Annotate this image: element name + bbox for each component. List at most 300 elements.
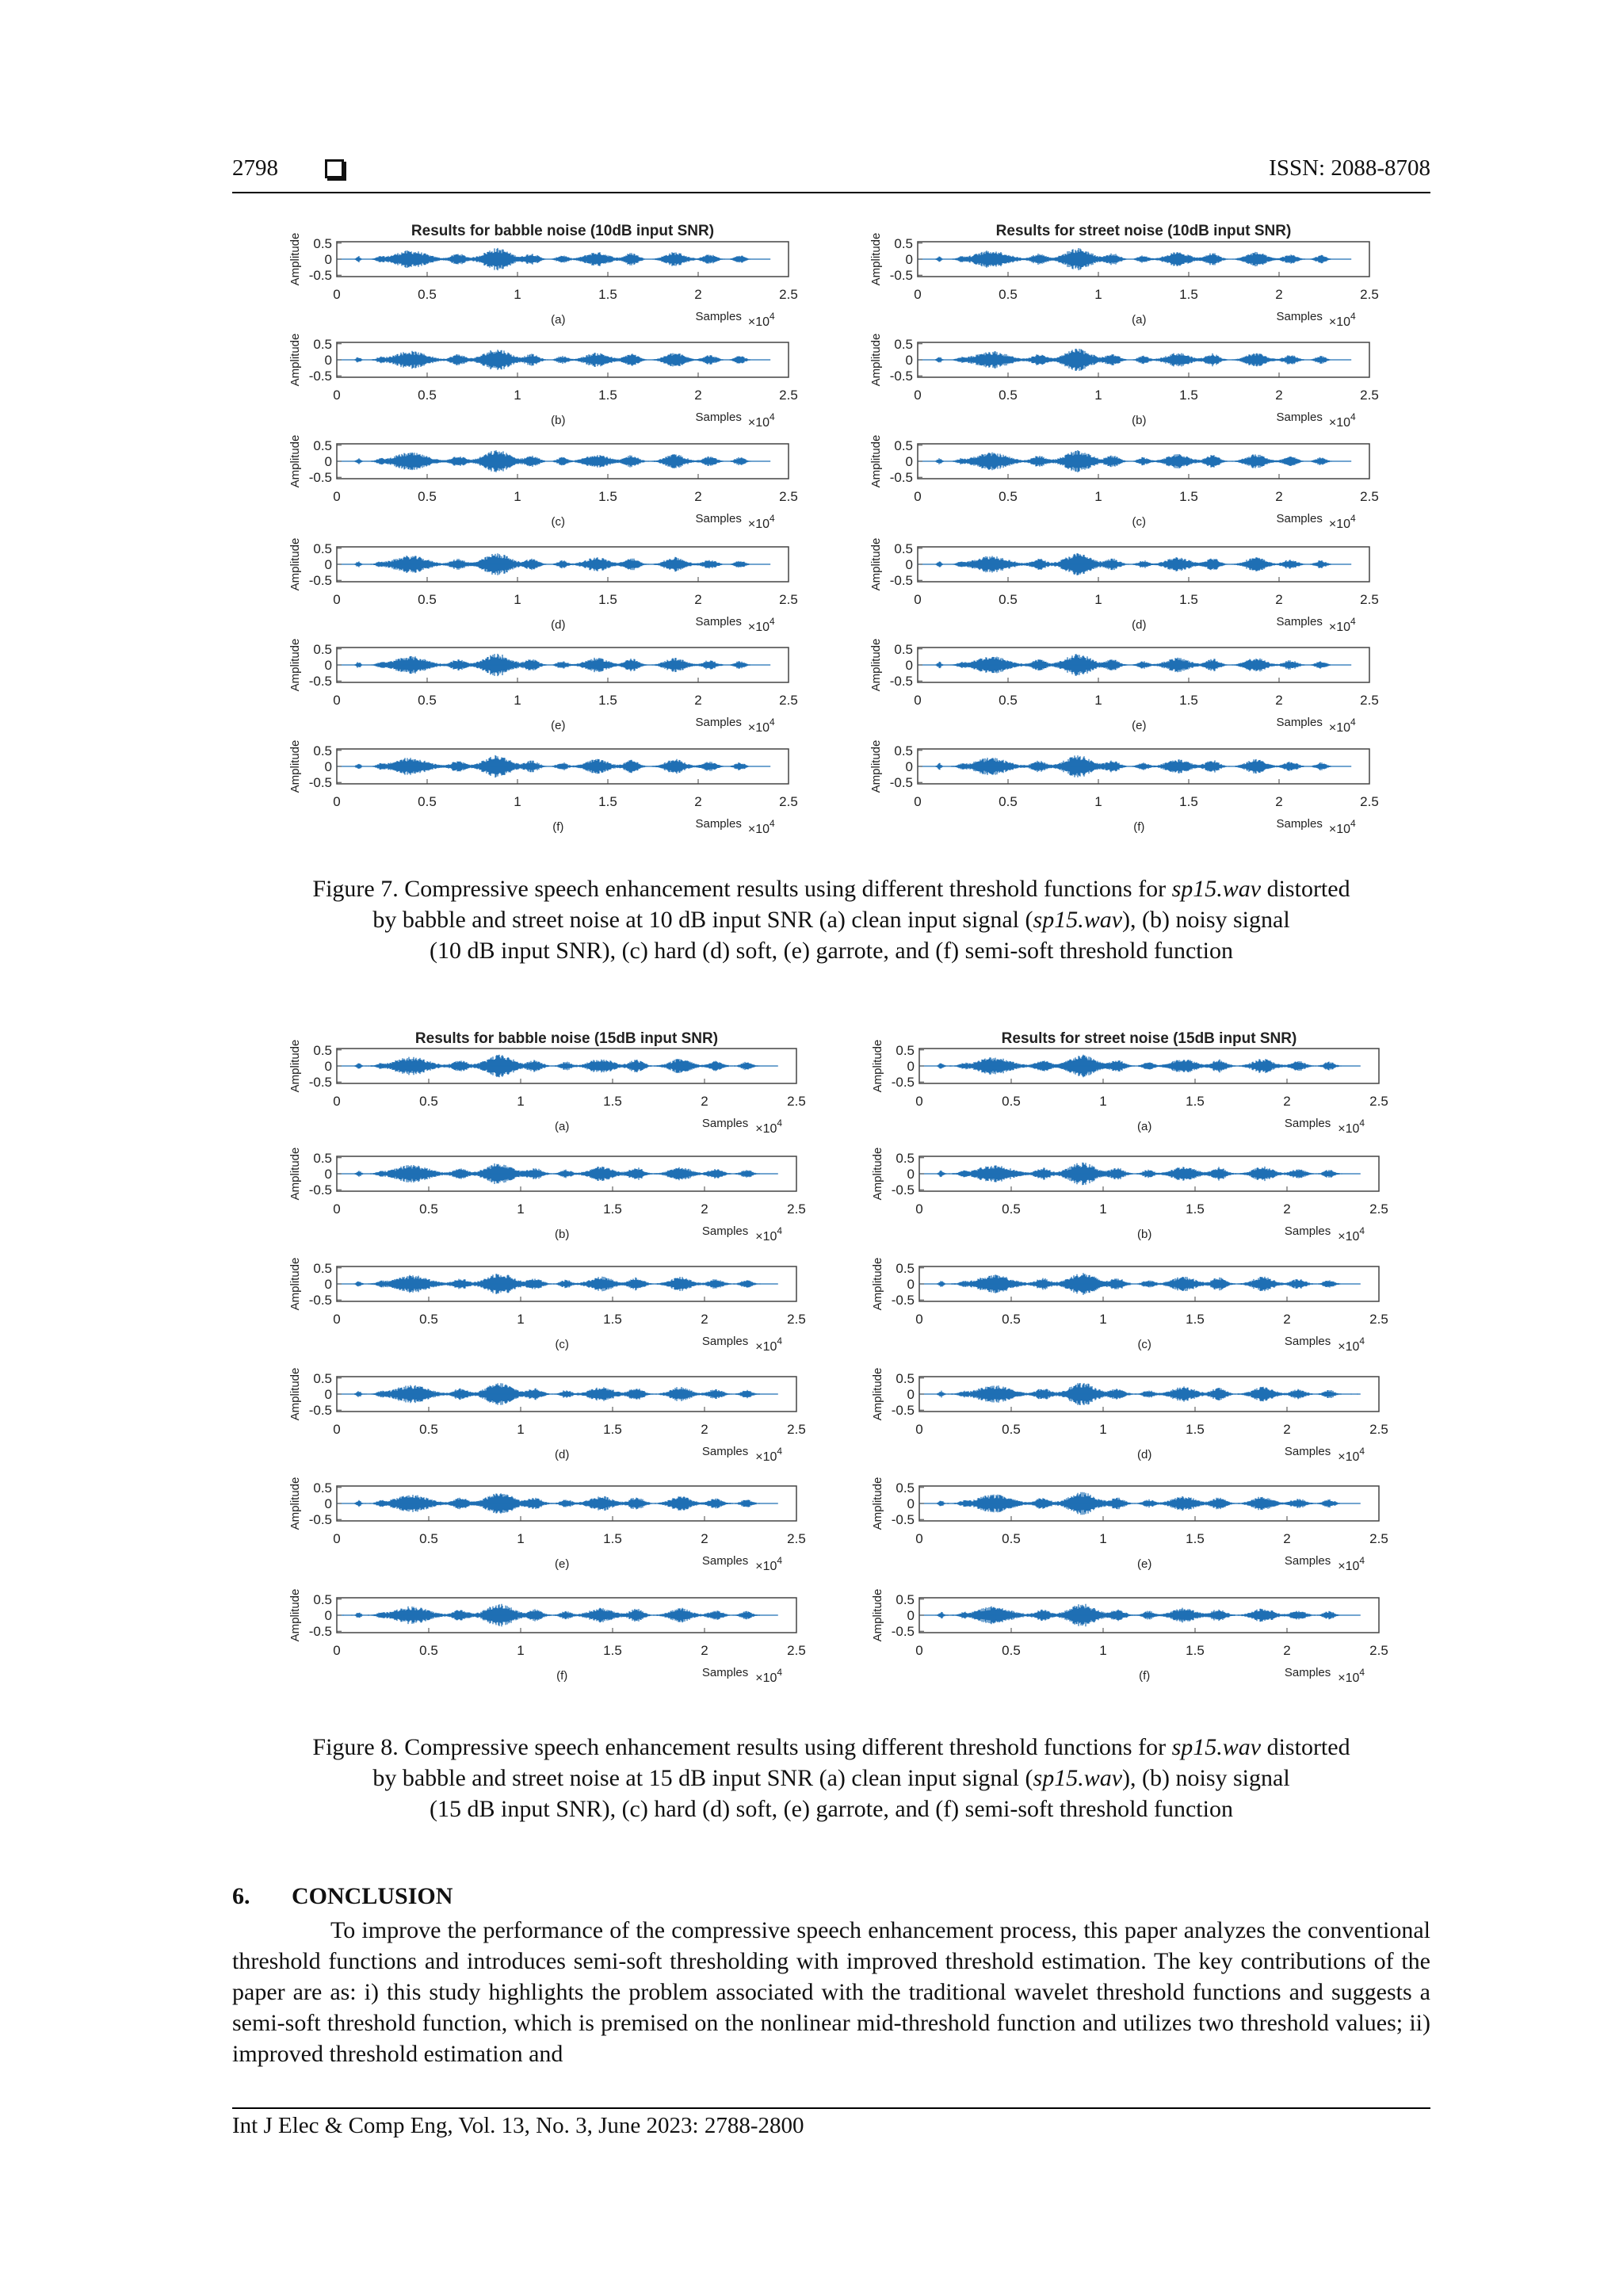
x-tick-label: 2.5 [1360,287,1379,302]
x-tick-label: 0 [914,794,922,809]
y-axis-label: Amplitude [288,232,302,286]
chart-title: Results for babble noise (10dB input SNR) [411,223,715,239]
x-axis-multiplier: $\times 10^4$ [1338,1335,1365,1354]
y-tick-label: 0.5 [313,541,332,556]
y-axis-label: Amplitude [869,434,883,488]
subplot [871,1148,1388,1244]
x-tick-label: 1 [1099,1094,1107,1109]
y-tick-label: 0.5 [894,437,913,453]
x-axis-label: Samples [1284,1554,1331,1568]
x-tick-label: 0.5 [1002,1643,1021,1658]
y-tick-label: -0.5 [889,573,913,589]
x-axis-multiplier: $\times 10^4$ [755,1225,783,1244]
x-tick-label: 1.5 [598,693,617,708]
x-tick-label: 1 [514,388,521,403]
x-tick-label: 0.5 [418,693,437,708]
x-tick-label: 2 [1275,592,1283,607]
subplot [288,1148,806,1244]
y-tick-label: -0.5 [889,775,913,791]
x-tick-label: 0.5 [419,1312,438,1327]
x-tick-label: 0.5 [999,794,1018,809]
x-axis-label: Samples [1276,716,1323,729]
chart-panel [288,223,798,836]
x-tick-label: 0.5 [419,1422,438,1437]
x-tick-label: 0.5 [418,489,437,504]
subplot [288,334,798,430]
x-axis-label: Samples [701,1117,749,1130]
x-tick-label: 1.5 [603,1201,622,1217]
subplot [871,1589,1388,1685]
x-axis-label: Samples [695,411,742,424]
y-tick-label: 0.5 [313,1260,332,1276]
x-tick-label: 2.5 [1369,1422,1388,1437]
x-axis-multiplier: $\times 10^4$ [755,1335,783,1354]
x-axis-multiplier: $\times 10^4$ [1338,1117,1365,1136]
chart-panel [288,1030,806,1685]
x-tick-label: 1 [514,794,521,809]
subplot-label: (a) [551,313,566,327]
x-tick-label: 2.5 [779,592,798,607]
x-axis-label: Samples [1284,1666,1331,1679]
x-axis-label: Samples [701,1666,749,1679]
subplot [288,538,798,634]
y-axis-label: Amplitude [288,1039,302,1093]
x-tick-label: 1.5 [603,1531,622,1546]
x-tick-label: 0 [915,1643,923,1658]
x-tick-label: 1.5 [1186,1422,1205,1437]
x-axis-label: Samples [1284,1117,1331,1130]
x-tick-label: 1 [1099,1201,1107,1217]
x-tick-label: 2 [1275,489,1283,504]
y-axis-label: Amplitude [288,1588,302,1642]
subplot-label: (d) [555,1448,570,1461]
y-tick-label: -0.5 [889,268,913,284]
x-tick-label: 2 [1283,1312,1291,1327]
x-axis-multiplier: $\times 10^4$ [1338,1225,1365,1244]
x-tick-label: 1.5 [603,1422,622,1437]
caption-line: (10 dB input SNR), (c) hard (d) soft, (e) garrote, and (f) semi-soft threshold function [430,938,1233,964]
section-title: CONCLUSION [292,1883,453,1909]
x-axis-multiplier: $\times 10^4$ [755,1555,783,1573]
y-tick-label: 0 [324,1387,332,1402]
x-tick-label: 1.5 [1179,794,1198,809]
x-tick-label: 2 [701,1312,708,1327]
x-tick-label: 0.5 [418,592,437,607]
x-tick-label: 1.5 [1186,1312,1205,1327]
x-tick-label: 0.5 [418,388,437,403]
x-tick-label: 0.5 [1002,1312,1021,1327]
y-tick-label: 0 [905,252,913,267]
x-axis-label: Samples [1284,1445,1331,1458]
subplot-label: (a) [555,1120,570,1133]
x-axis-label: Samples [701,1554,749,1568]
y-axis-label: Amplitude [288,1147,302,1201]
x-tick-label: 2 [701,1643,708,1658]
y-axis-label: Amplitude [288,638,302,692]
subplot [871,1258,1388,1354]
x-tick-label: 0.5 [999,693,1018,708]
x-axis-multiplier: $\times 10^4$ [1328,818,1356,836]
y-tick-label: -0.5 [891,1182,915,1198]
x-tick-label: 2.5 [779,693,798,708]
y-tick-label: -0.5 [308,674,332,690]
y-tick-label: -0.5 [308,573,332,589]
y-tick-label: 0 [324,1496,332,1511]
x-axis-multiplier: $\times 10^4$ [1338,1446,1365,1464]
figure-8 [0,1026,1623,1708]
x-tick-label: 2 [701,1422,708,1437]
y-tick-label: 0 [907,1167,915,1182]
x-tick-label: 2 [701,1094,708,1109]
journal-citation: Int J Elec & Comp Eng, Vol. 13, No. 3, June 2023: 2788-2800 [232,2113,804,2138]
x-axis-label: Samples [695,817,742,831]
y-tick-label: 0 [324,658,332,673]
y-tick-label: -0.5 [308,1624,332,1640]
x-tick-label: 1 [1094,388,1102,403]
x-tick-label: 1 [1099,1531,1107,1546]
subplot-label: (c) [1137,1338,1151,1351]
x-tick-label: 1.5 [1179,388,1198,403]
x-tick-label: 2 [1283,1422,1291,1437]
subplot-label: (f) [556,1669,568,1683]
subplot-label: (c) [551,515,566,529]
x-axis-label: Samples [701,1224,749,1238]
subplot-label: (d) [1137,1448,1152,1461]
y-axis-label: Amplitude [288,1367,302,1421]
x-tick-label: 1.5 [1179,592,1198,607]
caption-line: (15 dB input SNR), (c) hard (d) soft, (e) garrote, and (f) semi-soft threshold function [430,1796,1233,1822]
y-tick-label: -0.5 [308,1512,332,1528]
x-tick-label: 2 [694,388,702,403]
x-tick-label: 0 [915,1531,923,1546]
x-axis-multiplier: $\times 10^4$ [1338,1667,1365,1685]
y-tick-label: 0 [905,353,913,368]
y-tick-label: 0.5 [894,641,913,657]
x-tick-label: 0 [914,388,922,403]
y-axis-label: Amplitude [869,739,883,793]
x-tick-label: 1.5 [1179,287,1198,302]
y-tick-label: 0 [324,353,332,368]
y-tick-label: 0.5 [313,743,332,758]
x-tick-label: 0.5 [999,489,1018,504]
x-tick-label: 1 [1094,287,1102,302]
subplot [288,435,798,531]
x-tick-label: 1 [514,489,521,504]
y-tick-label: -0.5 [889,369,913,384]
subplot [869,740,1379,836]
x-tick-label: 2.5 [787,1312,806,1327]
x-tick-label: 0 [333,1201,341,1217]
subplot-label: (c) [555,1338,569,1351]
x-tick-label: 0 [333,1643,341,1658]
x-axis-label: Samples [695,512,742,525]
y-axis-label: Amplitude [871,1257,884,1311]
x-tick-label: 0 [333,489,341,504]
subplot-label: (e) [1137,1557,1152,1571]
subplot [869,334,1379,430]
caption-line: Figure 7. Compressive speech enhancement results using different threshold functions for sp15.wav distorted [312,876,1350,902]
figure-7 [0,214,1623,856]
x-tick-label: 1.5 [1186,1643,1205,1658]
x-tick-label: 2.5 [779,489,798,504]
x-tick-label: 2.5 [779,388,798,403]
x-tick-label: 2 [1283,1094,1291,1109]
subplot-label: (d) [1132,618,1147,632]
x-tick-label: 2 [1283,1643,1291,1658]
y-tick-label: -0.5 [308,1182,332,1198]
x-tick-label: 2 [694,794,702,809]
subplot-label: (c) [1132,515,1147,529]
x-tick-label: 2.5 [1360,489,1379,504]
x-tick-label: 1 [517,1531,525,1546]
x-tick-label: 0.5 [419,1094,438,1109]
y-tick-label: 0 [907,1496,915,1511]
x-tick-label: 0.5 [1002,1201,1021,1217]
y-tick-label: 0 [324,1277,332,1292]
y-tick-label: -0.5 [891,1624,915,1640]
x-tick-label: 1 [1094,592,1102,607]
x-tick-label: 1.5 [598,592,617,607]
header-rule [232,192,1430,193]
y-tick-label: 0 [907,1608,915,1623]
x-tick-label: 0.5 [1002,1531,1021,1546]
subplot [869,639,1379,735]
x-tick-label: 0 [333,794,341,809]
subplot-label: (e) [555,1557,570,1571]
y-tick-label: -0.5 [308,1293,332,1308]
figure-8-caption [232,1732,1430,1824]
x-tick-label: 1.5 [603,1312,622,1327]
y-tick-label: 0 [905,454,913,469]
subplot-label: (b) [1137,1228,1152,1241]
x-tick-label: 0.5 [419,1531,438,1546]
x-tick-label: 2.5 [1360,592,1379,607]
y-tick-label: -0.5 [891,1293,915,1308]
x-tick-label: 0 [914,592,922,607]
x-tick-label: 2.5 [1369,1201,1388,1217]
subplot [288,639,798,735]
y-tick-label: 0 [324,557,332,572]
x-axis-label: Samples [1276,615,1323,628]
x-axis-label: Samples [695,615,742,628]
x-axis-label: Samples [1276,411,1323,424]
subplot-label: (f) [552,820,564,834]
x-axis-label: Samples [701,1335,749,1348]
x-tick-label: 2.5 [1369,1094,1388,1109]
x-tick-label: 1 [517,1201,525,1217]
y-axis-label: Amplitude [871,1477,884,1530]
x-tick-label: 2.5 [1369,1643,1388,1658]
x-axis-label: Samples [1276,817,1323,831]
y-axis-label: Amplitude [288,739,302,793]
y-axis-label: Amplitude [288,1477,302,1530]
y-axis-label: Amplitude [288,537,302,591]
x-tick-label: 2 [694,693,702,708]
y-tick-label: -0.5 [308,268,332,284]
x-axis-multiplier: $\times 10^4$ [755,1667,783,1685]
y-tick-label: -0.5 [308,1075,332,1091]
chart-title: Results for street noise (10dB input SNR) [995,223,1292,239]
x-tick-label: 1 [514,592,521,607]
x-tick-label: 2 [694,489,702,504]
x-tick-label: 2.5 [787,1643,806,1658]
x-axis-multiplier: $\times 10^4$ [1328,311,1356,329]
x-tick-label: 0 [915,1422,923,1437]
x-tick-label: 2.5 [787,1094,806,1109]
subplot [288,1589,806,1685]
caption-line: by babble and street noise at 15 dB input SNR (a) clean input signal (sp15.wav), (b) noisy signal [372,1765,1290,1791]
x-tick-label: 0 [333,1094,341,1109]
x-axis-multiplier: $\times 10^4$ [747,716,775,735]
y-tick-label: 0.5 [896,1370,915,1386]
x-tick-label: 0 [333,287,341,302]
subplot [871,1477,1388,1573]
y-tick-label: 0.5 [313,336,332,352]
x-tick-label: 0 [333,388,341,403]
x-tick-label: 0.5 [419,1643,438,1658]
y-tick-label: 0.5 [896,1591,915,1607]
y-tick-label: -0.5 [889,674,913,690]
subplot [288,1477,806,1573]
x-tick-label: 0.5 [419,1201,438,1217]
y-tick-label: 0 [324,1059,332,1074]
x-tick-label: 0.5 [1002,1422,1021,1437]
x-tick-label: 0 [333,1312,341,1327]
y-tick-label: 0 [905,759,913,774]
y-axis-label: Amplitude [288,434,302,488]
chart-title: Results for street noise (15dB input SNR) [1001,1030,1297,1047]
y-tick-label: 0 [907,1277,915,1292]
y-tick-label: 0.5 [313,1150,332,1166]
subplot-label: (a) [1132,313,1147,327]
y-axis-label: Amplitude [869,638,883,692]
x-tick-label: 1.5 [598,794,617,809]
x-tick-label: 1 [1094,794,1102,809]
x-tick-label: 0 [914,287,922,302]
x-axis-multiplier: $\times 10^4$ [747,616,775,634]
x-tick-label: 1 [1099,1312,1107,1327]
y-axis-label: Amplitude [869,537,883,591]
x-tick-label: 0.5 [999,592,1018,607]
x-tick-label: 0.5 [1002,1094,1021,1109]
x-tick-label: 2 [1275,287,1283,302]
y-tick-label: 0.5 [894,743,913,758]
x-axis-multiplier: $\times 10^4$ [755,1117,783,1136]
subplot [288,1258,806,1354]
x-tick-label: 2 [1283,1201,1291,1217]
y-tick-label: -0.5 [308,775,332,791]
subplot-label: (e) [1132,719,1147,732]
chart-panel [869,223,1379,836]
y-tick-label: 0 [324,759,332,774]
x-axis-label: Samples [1284,1224,1331,1238]
footer-rule [232,2107,1430,2109]
y-axis-label: Amplitude [869,232,883,286]
x-tick-label: 0 [333,1531,341,1546]
square-bullet-icon [325,159,344,178]
x-tick-label: 1 [514,287,521,302]
x-axis-multiplier: $\times 10^4$ [747,411,775,430]
caption-line: Figure 8. Compressive speech enhancement results using different threshold functions for sp15.wav distorted [312,1734,1350,1760]
subplot-label: (b) [1132,414,1147,427]
x-tick-label: 2.5 [1369,1531,1388,1546]
y-axis-label: Amplitude [288,333,302,387]
x-tick-label: 2 [701,1201,708,1217]
x-tick-label: 1.5 [1186,1531,1205,1546]
x-axis-label: Samples [695,310,742,323]
x-tick-label: 2.5 [787,1422,806,1437]
x-tick-label: 1.5 [1179,489,1198,504]
x-tick-label: 2 [701,1531,708,1546]
x-axis-label: Samples [1284,1335,1331,1348]
x-tick-label: 1.5 [1186,1201,1205,1217]
x-tick-label: 2.5 [787,1201,806,1217]
y-axis-label: Amplitude [871,1367,884,1421]
y-axis-label: Amplitude [288,1257,302,1311]
subplot [869,435,1379,531]
figure-7-caption [232,873,1430,966]
x-tick-label: 2.5 [779,794,798,809]
y-tick-label: -0.5 [891,1403,915,1419]
x-tick-label: 0 [333,693,341,708]
y-tick-label: 0.5 [894,235,913,251]
x-tick-label: 2 [694,287,702,302]
subplot [871,1368,1388,1464]
x-tick-label: 1 [514,693,521,708]
y-axis-label: Amplitude [871,1588,884,1642]
y-axis-label: Amplitude [871,1147,884,1201]
x-tick-label: 0 [915,1312,923,1327]
x-tick-label: 0.5 [418,794,437,809]
x-tick-label: 1 [1094,489,1102,504]
x-tick-label: 0 [333,1422,341,1437]
x-axis-multiplier: $\times 10^4$ [747,818,775,836]
y-tick-label: -0.5 [308,369,332,384]
subplot-label: (b) [551,414,566,427]
x-axis-label: Samples [695,716,742,729]
x-tick-label: 0 [914,489,922,504]
x-tick-label: 0.5 [999,388,1018,403]
page-number: 2798 [232,155,278,181]
y-axis-label: Amplitude [869,333,883,387]
subplot-label: (f) [1133,820,1145,834]
chart-panel [871,1030,1388,1685]
y-tick-label: -0.5 [308,1403,332,1419]
x-tick-label: 1.5 [598,287,617,302]
x-tick-label: 2 [1275,388,1283,403]
x-tick-label: 1 [517,1312,525,1327]
x-axis-multiplier: $\times 10^4$ [1328,513,1356,531]
x-tick-label: 2.5 [779,287,798,302]
x-tick-label: 0 [914,693,922,708]
y-tick-label: 0.5 [313,1591,332,1607]
y-tick-label: 0 [905,557,913,572]
x-axis-multiplier: $\times 10^4$ [1338,1555,1365,1573]
subplot-label: (d) [551,618,566,632]
y-tick-label: 0.5 [896,1150,915,1166]
x-tick-label: 0 [915,1094,923,1109]
subplot [288,740,798,836]
y-tick-label: 0.5 [313,1480,332,1496]
subplot-label: (e) [551,719,566,732]
subplot-label: (b) [555,1228,570,1241]
y-tick-label: -0.5 [891,1075,915,1091]
section-number: 6. [232,1883,250,1909]
x-tick-label: 2.5 [1360,794,1379,809]
x-tick-label: 2.5 [1369,1312,1388,1327]
y-tick-label: 0 [907,1387,915,1402]
x-axis-label: Samples [701,1445,749,1458]
